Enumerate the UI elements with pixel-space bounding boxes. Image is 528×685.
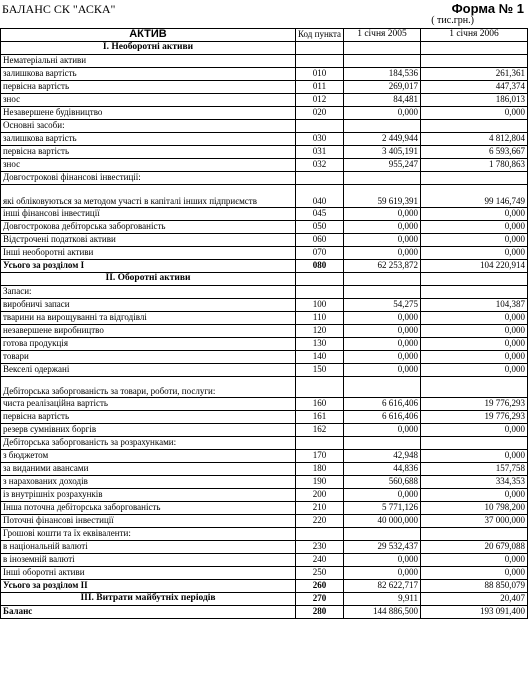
row-value-2005: 0,000 <box>344 221 421 234</box>
row-code: 140 <box>296 351 344 364</box>
row-label: резерв сумнівних боргів <box>1 424 296 437</box>
table-row <box>1 528 528 541</box>
table-row <box>1 133 528 146</box>
row-code: 280 <box>296 606 344 619</box>
row-code: 200 <box>296 489 344 502</box>
table-row <box>1 325 528 338</box>
table-row <box>1 208 528 221</box>
row-code: 030 <box>296 133 344 146</box>
row-value-2005 <box>344 42 421 55</box>
row-value-2005: 0,000 <box>344 208 421 221</box>
row-value-2006 <box>421 273 528 286</box>
row-label: III. Витрати майбутніх періодів <box>1 593 296 606</box>
table-row <box>1 299 528 312</box>
row-label: Дебіторська заборгованість за розрахунками: <box>1 437 296 450</box>
row-value-2005 <box>344 286 421 299</box>
table-header-row <box>1 29 528 42</box>
row-value-2005: 6 616,406 <box>344 411 421 424</box>
row-value-2005 <box>344 377 421 398</box>
column-header-code: Код пункта <box>296 29 344 42</box>
row-label: Відстрочені податкові активи <box>1 234 296 247</box>
row-value-2005: 0,000 <box>344 567 421 580</box>
row-code: 130 <box>296 338 344 351</box>
row-label: знос <box>1 94 296 107</box>
row-code: 012 <box>296 94 344 107</box>
row-code: 210 <box>296 502 344 515</box>
row-label: Дебіторська заборгованість за товари, роботи, послуги: <box>1 377 296 398</box>
row-code <box>296 377 344 398</box>
row-code: 050 <box>296 221 344 234</box>
row-label: за виданими авансами <box>1 463 296 476</box>
row-value-2005: 0,000 <box>344 424 421 437</box>
row-label: із внутрішніх розрахунків <box>1 489 296 502</box>
table-row <box>1 567 528 580</box>
row-value-2006: 104 220,914 <box>421 260 528 273</box>
row-label: Поточні фінансові інвестиції <box>1 515 296 528</box>
row-value-2005: 0,000 <box>344 107 421 120</box>
table-row <box>1 377 528 398</box>
row-value-2006: 37 000,000 <box>421 515 528 528</box>
row-value-2006 <box>421 120 528 133</box>
row-value-2006: 20,407 <box>421 593 528 606</box>
row-label: первісна вартість <box>1 81 296 94</box>
row-value-2005: 82 622,717 <box>344 580 421 593</box>
row-value-2006: 0,000 <box>421 221 528 234</box>
row-code: 260 <box>296 580 344 593</box>
row-value-2006 <box>421 42 528 55</box>
table-row <box>1 286 528 299</box>
row-code: 070 <box>296 247 344 260</box>
row-value-2005 <box>344 528 421 541</box>
row-label: Баланс <box>1 606 296 619</box>
column-header-aktiv: АКТИВ <box>1 29 296 42</box>
table-row <box>1 172 528 185</box>
row-label: первісна вартість <box>1 146 296 159</box>
row-value-2006: 20 679,088 <box>421 541 528 554</box>
row-value-2005: 9,911 <box>344 593 421 606</box>
row-label: Запаси: <box>1 286 296 299</box>
row-label: первісна вартість <box>1 411 296 424</box>
row-code: 190 <box>296 476 344 489</box>
row-value-2005: 144 886,500 <box>344 606 421 619</box>
table-row <box>1 94 528 107</box>
row-value-2006: 0,000 <box>421 325 528 338</box>
row-value-2005: 5 771,126 <box>344 502 421 515</box>
row-code: 180 <box>296 463 344 476</box>
row-code <box>296 42 344 55</box>
row-label: Основні засоби: <box>1 120 296 133</box>
row-code: 110 <box>296 312 344 325</box>
row-value-2005 <box>344 120 421 133</box>
units-label: ( тис.грн.) <box>431 15 474 26</box>
row-code: 011 <box>296 81 344 94</box>
row-value-2006: 10 798,200 <box>421 502 528 515</box>
row-value-2006: 261,361 <box>421 68 528 81</box>
row-code: 150 <box>296 364 344 377</box>
row-value-2006: 0,000 <box>421 312 528 325</box>
row-code: 032 <box>296 159 344 172</box>
table-row <box>1 593 528 606</box>
row-value-2006: 0,000 <box>421 554 528 567</box>
document-title: БАЛАНС СК "АСКА" <box>2 2 116 16</box>
row-value-2005: 44,836 <box>344 463 421 476</box>
table-row <box>1 580 528 593</box>
table-row <box>1 247 528 260</box>
row-code: 045 <box>296 208 344 221</box>
row-label: Інша поточна дебіторська заборгованість <box>1 502 296 515</box>
row-value-2006: 1 780,863 <box>421 159 528 172</box>
table-row <box>1 364 528 377</box>
row-label: Векселі одержані <box>1 364 296 377</box>
row-value-2006: 0,000 <box>421 489 528 502</box>
row-label: незавершене виробництво <box>1 325 296 338</box>
row-code <box>296 120 344 133</box>
row-value-2005: 269,017 <box>344 81 421 94</box>
row-value-2006: 0,000 <box>421 234 528 247</box>
row-value-2005: 0,000 <box>344 489 421 502</box>
table-row <box>1 476 528 489</box>
table-row <box>1 120 528 133</box>
table-row <box>1 68 528 81</box>
table-row <box>1 541 528 554</box>
row-code: 230 <box>296 541 344 554</box>
table-row <box>1 81 528 94</box>
table-row <box>1 107 528 120</box>
row-value-2006: 0,000 <box>421 424 528 437</box>
row-label: з бюджетом <box>1 450 296 463</box>
row-value-2005: 40 000,000 <box>344 515 421 528</box>
row-code: 270 <box>296 593 344 606</box>
row-value-2006 <box>421 528 528 541</box>
row-value-2005: 0,000 <box>344 364 421 377</box>
table-row <box>1 411 528 424</box>
row-code: 100 <box>296 299 344 312</box>
row-label: інші фінансові інвестиції <box>1 208 296 221</box>
row-value-2005: 0,000 <box>344 338 421 351</box>
column-header-2005: 1 січня 2005 <box>344 29 421 42</box>
row-label: Незавершене будівництво <box>1 107 296 120</box>
row-value-2006: 0,000 <box>421 247 528 260</box>
table-row <box>1 606 528 619</box>
row-value-2006: 4 812,804 <box>421 133 528 146</box>
row-code: 220 <box>296 515 344 528</box>
row-value-2006 <box>421 377 528 398</box>
row-code: 060 <box>296 234 344 247</box>
row-value-2005: 0,000 <box>344 312 421 325</box>
row-value-2006: 104,387 <box>421 299 528 312</box>
row-label: залишкова вартість <box>1 68 296 81</box>
row-code: 040 <box>296 185 344 208</box>
row-value-2005 <box>344 273 421 286</box>
row-value-2005: 0,000 <box>344 325 421 338</box>
row-value-2005: 59 619,391 <box>344 185 421 208</box>
row-label: з нарахованих доходів <box>1 476 296 489</box>
row-value-2005: 955,247 <box>344 159 421 172</box>
row-value-2005: 6 616,406 <box>344 398 421 411</box>
row-label: I. Необоротні активи <box>1 42 296 55</box>
row-label: II. Оборотні активи <box>1 273 296 286</box>
row-label: чиста реалізаційна вартість <box>1 398 296 411</box>
table-row <box>1 159 528 172</box>
table-row <box>1 450 528 463</box>
row-value-2005: 0,000 <box>344 351 421 364</box>
row-value-2006: 88 850,079 <box>421 580 528 593</box>
row-label: Нематеріальні активи <box>1 55 296 68</box>
balance-table <box>0 28 528 619</box>
row-label: Усього за розділом II <box>1 580 296 593</box>
row-label: товари <box>1 351 296 364</box>
row-value-2006: 0,000 <box>421 107 528 120</box>
row-label: в національній валюті <box>1 541 296 554</box>
row-label: Інші оборотні активи <box>1 567 296 580</box>
row-label: готова продукція <box>1 338 296 351</box>
row-code: 010 <box>296 68 344 81</box>
row-value-2006 <box>421 437 528 450</box>
row-code: 162 <box>296 424 344 437</box>
row-value-2006 <box>421 55 528 68</box>
table-row <box>1 260 528 273</box>
row-code <box>296 273 344 286</box>
row-code: 080 <box>296 260 344 273</box>
row-value-2006: 19 776,293 <box>421 398 528 411</box>
table-row <box>1 515 528 528</box>
table-row <box>1 502 528 515</box>
table-row <box>1 185 528 208</box>
row-value-2006: 0,000 <box>421 567 528 580</box>
row-value-2005: 184,536 <box>344 68 421 81</box>
table-row <box>1 398 528 411</box>
row-code: 120 <box>296 325 344 338</box>
row-value-2006: 6 593,667 <box>421 146 528 159</box>
row-value-2006: 0,000 <box>421 208 528 221</box>
row-code: 031 <box>296 146 344 159</box>
row-value-2005: 42,948 <box>344 450 421 463</box>
table-row <box>1 312 528 325</box>
table-row <box>1 351 528 364</box>
row-code <box>296 528 344 541</box>
row-value-2005: 62 253,872 <box>344 260 421 273</box>
row-value-2006: 186,013 <box>421 94 528 107</box>
row-value-2005: 3 405,191 <box>344 146 421 159</box>
row-label: в іноземній валюті <box>1 554 296 567</box>
row-label: тварини на вирощуванні та відгодівлі <box>1 312 296 325</box>
row-code: 240 <box>296 554 344 567</box>
row-value-2006: 334,353 <box>421 476 528 489</box>
form-number: Форма № 1 <box>451 1 524 16</box>
row-value-2005 <box>344 437 421 450</box>
row-code: 170 <box>296 450 344 463</box>
row-label: Довгострокова дебіторська заборгованість <box>1 221 296 234</box>
table-row <box>1 55 528 68</box>
row-value-2005: 0,000 <box>344 554 421 567</box>
row-code <box>296 286 344 299</box>
table-row <box>1 273 528 286</box>
row-value-2006 <box>421 286 528 299</box>
table-row <box>1 338 528 351</box>
row-value-2006: 0,000 <box>421 338 528 351</box>
row-value-2005: 29 532,437 <box>344 541 421 554</box>
row-value-2005: 84,481 <box>344 94 421 107</box>
row-value-2005: 0,000 <box>344 234 421 247</box>
row-value-2005: 54,275 <box>344 299 421 312</box>
row-code <box>296 55 344 68</box>
row-value-2005: 2 449,944 <box>344 133 421 146</box>
row-label: Інші необоротні активи <box>1 247 296 260</box>
row-code: 020 <box>296 107 344 120</box>
row-value-2006 <box>421 172 528 185</box>
row-value-2006: 0,000 <box>421 450 528 463</box>
row-value-2006: 193 091,400 <box>421 606 528 619</box>
row-value-2006: 0,000 <box>421 351 528 364</box>
row-code: 160 <box>296 398 344 411</box>
row-label: виробничі запаси <box>1 299 296 312</box>
table-row <box>1 463 528 476</box>
row-value-2005: 560,688 <box>344 476 421 489</box>
table-row <box>1 437 528 450</box>
table-row <box>1 146 528 159</box>
row-value-2006: 157,758 <box>421 463 528 476</box>
row-code <box>296 172 344 185</box>
row-value-2006: 447,374 <box>421 81 528 94</box>
row-label: Довгострокові фінансові інвестиції: <box>1 172 296 185</box>
row-value-2005 <box>344 172 421 185</box>
row-value-2006: 99 146,749 <box>421 185 528 208</box>
table-row <box>1 489 528 502</box>
row-code <box>296 437 344 450</box>
row-label: залишкова вартість <box>1 133 296 146</box>
row-code: 250 <box>296 567 344 580</box>
row-value-2005: 0,000 <box>344 247 421 260</box>
row-label: знос <box>1 159 296 172</box>
table-row <box>1 424 528 437</box>
row-value-2006: 19 776,293 <box>421 411 528 424</box>
table-row <box>1 42 528 55</box>
row-label: Усього за розділом I <box>1 260 296 273</box>
row-value-2006: 0,000 <box>421 364 528 377</box>
row-value-2005 <box>344 55 421 68</box>
row-label: Грошові кошти та їх еквіваленти: <box>1 528 296 541</box>
column-header-2006: 1 січня 2006 <box>421 29 528 42</box>
table-row <box>1 554 528 567</box>
row-code: 161 <box>296 411 344 424</box>
row-label: які обліковуються за методом участі в капіталі інших підприємств <box>1 185 296 208</box>
table-row <box>1 234 528 247</box>
table-row <box>1 221 528 234</box>
